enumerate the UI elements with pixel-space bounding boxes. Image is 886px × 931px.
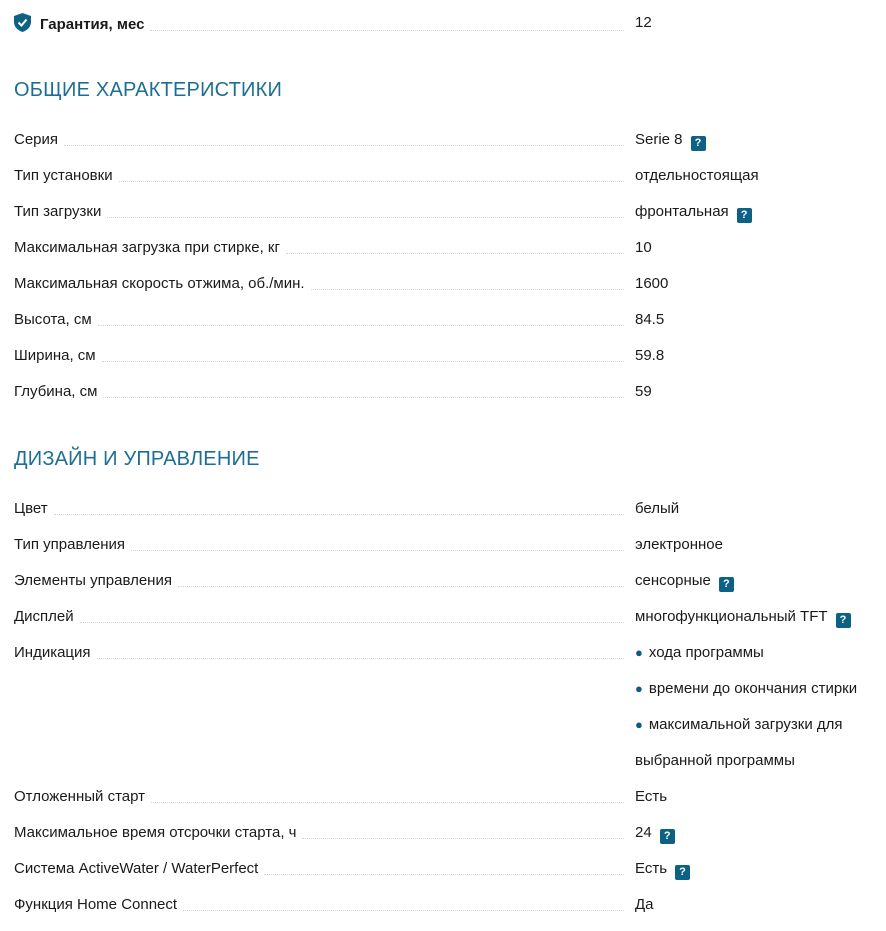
- dotted-leader: [97, 658, 624, 659]
- spec-value: Да: [635, 896, 654, 913]
- help-icon[interactable]: ?: [675, 865, 690, 880]
- dotted-leader: [102, 361, 624, 362]
- dotted-leader: [119, 181, 624, 182]
- dotted-leader: [54, 514, 624, 515]
- spec-label: Цвет: [14, 499, 54, 519]
- warranty-value: 12: [635, 14, 652, 31]
- spec-label: Глубина, см: [14, 382, 103, 402]
- spec-label: Ширина, см: [14, 346, 102, 366]
- warranty-label: Гарантия, мес: [40, 16, 145, 33]
- spec-label: Дисплей: [14, 607, 80, 627]
- spec-row-max-delay: [14, 823, 874, 859]
- spec-label: Элементы управления: [14, 571, 178, 591]
- dotted-leader: [178, 586, 624, 587]
- dotted-leader: [64, 145, 624, 146]
- dotted-leader: [286, 253, 624, 254]
- spec-row-display: [14, 607, 874, 643]
- spec-value: 10: [635, 239, 652, 256]
- spec-label: Система ActiveWater / WaterPerfect: [14, 859, 264, 879]
- spec-row-height: [14, 310, 874, 346]
- dotted-leader: [311, 289, 624, 290]
- spec-value: 24: [635, 824, 652, 841]
- section-title-design: ДИЗАЙН И УПРАВЛЕНИЕ: [14, 448, 260, 470]
- spec-value: сенсорные: [635, 572, 711, 589]
- spec-value: 84.5: [635, 311, 665, 328]
- spec-label: Тип установки: [14, 166, 119, 186]
- dotted-leader: [98, 325, 624, 326]
- spec-value: 59: [635, 383, 652, 400]
- spec-row-delayed-start: [14, 787, 874, 823]
- dotted-leader: [151, 802, 624, 803]
- spec-row-home-connect: [14, 895, 874, 931]
- indication-item: ● времени до окончания стирки: [635, 680, 858, 697]
- spec-row-activewater: [14, 859, 874, 895]
- dotted-leader: [103, 397, 624, 398]
- spec-value: 59.8: [635, 347, 665, 364]
- spec-label: Максимальная скорость отжима, об./мин.: [14, 274, 311, 294]
- section-title-general: ОБЩИЕ ХАРАКТЕРИСТИКИ: [14, 79, 283, 101]
- spec-row-color: [14, 499, 874, 535]
- spec-label: Отложенный старт: [14, 787, 151, 807]
- spec-row-control-type: [14, 535, 874, 571]
- spec-row-width: [14, 346, 874, 382]
- spec-row-control-elements: [14, 571, 874, 607]
- spec-label: Тип загрузки: [14, 202, 107, 222]
- indication-item: ● хода программы: [635, 644, 764, 661]
- spec-label: Тип управления: [14, 535, 131, 555]
- spec-value: 1600: [635, 275, 669, 292]
- spec-label: Индикация: [14, 643, 97, 663]
- dotted-leader: [302, 838, 624, 839]
- indication-item-continued: выбранной программы: [635, 752, 795, 769]
- spec-label: Максимальное время отсрочки старта, ч: [14, 823, 302, 843]
- spec-label: Высота, см: [14, 310, 98, 330]
- spec-value: многофункциональный TFT: [635, 608, 828, 625]
- dotted-leader: [264, 874, 624, 875]
- spec-label: Максимальная загрузка при стирке, кг: [14, 238, 286, 258]
- help-icon[interactable]: ?: [719, 577, 734, 592]
- spec-value: белый: [635, 500, 680, 517]
- spec-value: отдельностоящая: [635, 167, 759, 184]
- spec-row-spin-speed: [14, 274, 874, 310]
- spec-row-series: [14, 130, 874, 166]
- spec-row-max-load: [14, 238, 874, 274]
- spec-value: электронное: [635, 536, 723, 553]
- shield-check-icon: [14, 13, 31, 32]
- dotted-leader: [80, 622, 624, 623]
- spec-value: Есть: [635, 788, 668, 805]
- help-icon[interactable]: ?: [691, 136, 706, 151]
- spec-value: Есть: [635, 860, 668, 877]
- spec-row-depth: [14, 382, 874, 418]
- spec-label: Серия: [14, 130, 64, 150]
- spec-row-load-type: [14, 202, 874, 238]
- warranty-row: [14, 13, 874, 49]
- spec-label: Функция Home Connect: [14, 895, 183, 915]
- bullet-icon: ●: [635, 681, 643, 696]
- spec-row-install-type: [14, 166, 874, 202]
- spec-value: фронтальная: [635, 203, 729, 220]
- help-icon[interactable]: ?: [737, 208, 752, 223]
- dotted-leader: [131, 550, 624, 551]
- dotted-leader: [183, 910, 624, 911]
- help-icon[interactable]: ?: [660, 829, 675, 844]
- bullet-icon: ●: [635, 717, 643, 732]
- spec-value: Serie 8: [635, 131, 683, 148]
- indication-item: ● максимальной загрузки для: [635, 716, 843, 733]
- bullet-icon: ●: [635, 645, 643, 660]
- help-icon[interactable]: ?: [836, 613, 851, 628]
- warranty-label-wrap: [14, 13, 624, 35]
- dotted-leader: [150, 30, 624, 31]
- spec-row-indication: [14, 643, 874, 787]
- dotted-leader: [107, 217, 624, 218]
